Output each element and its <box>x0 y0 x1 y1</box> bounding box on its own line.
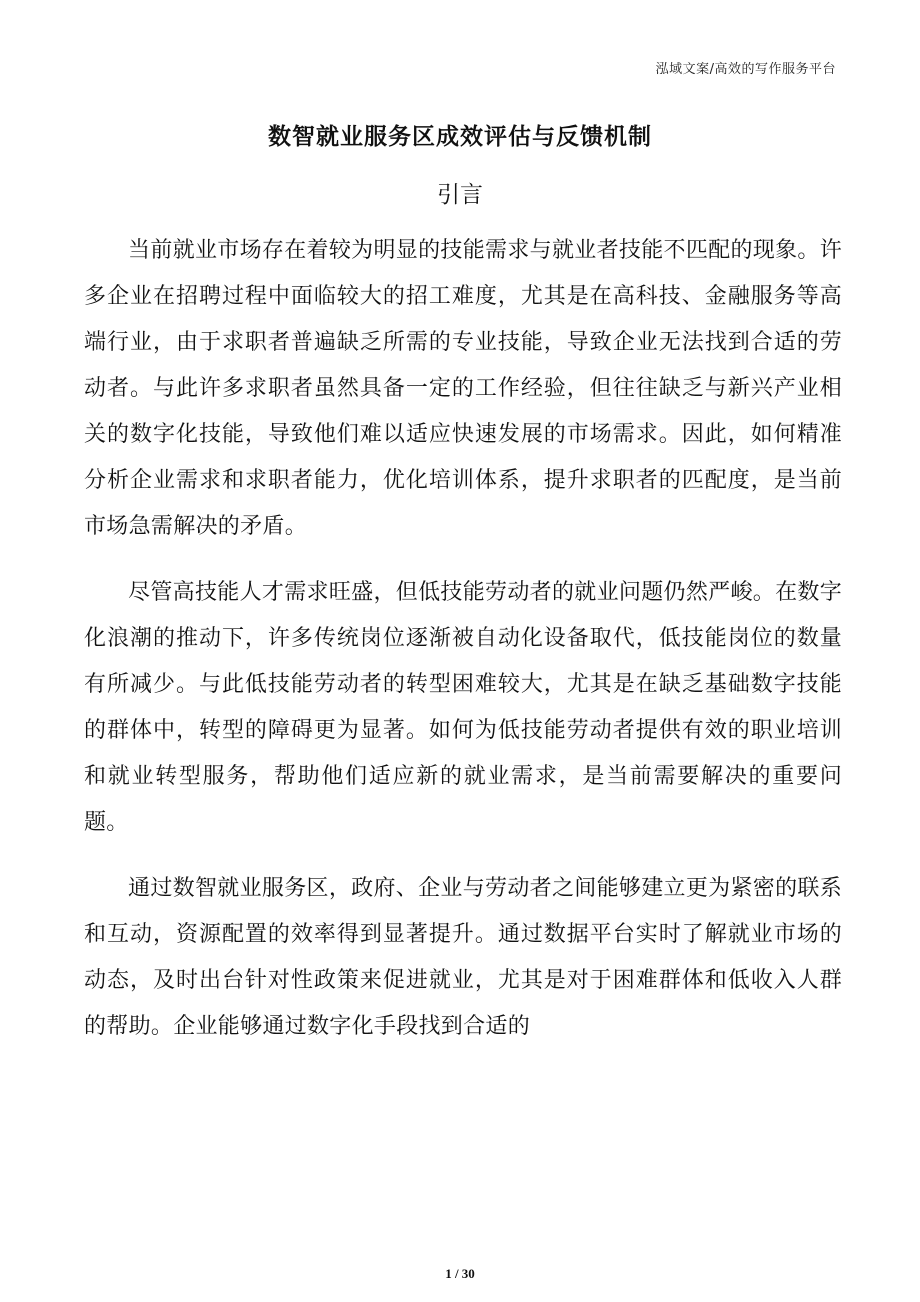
page-number: 1 / 30 <box>445 1266 475 1281</box>
section-heading: 引言 <box>437 182 483 208</box>
document-body <box>84 228 842 1070</box>
document-title: 数智就业服务区成效评估与反馈机制 <box>268 124 652 150</box>
paragraph-1: 当前就业市场存在着较为明显的技能需求与就业者技能不匹配的现象。许多企业在招聘过程中面临较大的招工难度，尤其是在高科技、金融服务等高端行业，由于求职者普遍缺乏所需的专业技能，导致企业无法找到合适的劳动者。与此许多求职者虽然具备一定的工作经验，但往往缺乏与新兴产业相关的数字化技能，导致他们难以适应快速发展的市场需求。因此，如何精准分析企业需求和求职者能力，优化培训体系，提升求职者的匹配度，是当前市场急需解决的矛盾。 <box>84 238 842 539</box>
header-note: 泓域文案/高效的写作服务平台 <box>655 62 836 77</box>
paragraph-3: 通过数智就业服务区，政府、企业与劳动者之间能够建立更为紧密的联系和互动，资源配置的效率得到显著提升。通过数据平台实时了解就业市场的动态，及时出台针对性政策来促进就业，尤其是对于困难群体和低收入人群的帮助。企业能够通过数字化手段找到合适的 <box>84 876 842 1039</box>
paragraph-2: 尽管高技能人才需求旺盛，但低技能劳动者的就业问题仍然严峻。在数字化浪潮的推动下，许多传统岗位逐渐被自动化设备取代，低技能岗位的数量有所减少。与此低技能劳动者的转型困难较大，尤其是在缺乏基础数字技能的群体中，转型的障碍更为显著。如何为低技能劳动者提供有效的职业培训和就业转型服务，帮助他们适应新的就业需求，是当前需要解决的重要问题。 <box>84 580 842 835</box>
